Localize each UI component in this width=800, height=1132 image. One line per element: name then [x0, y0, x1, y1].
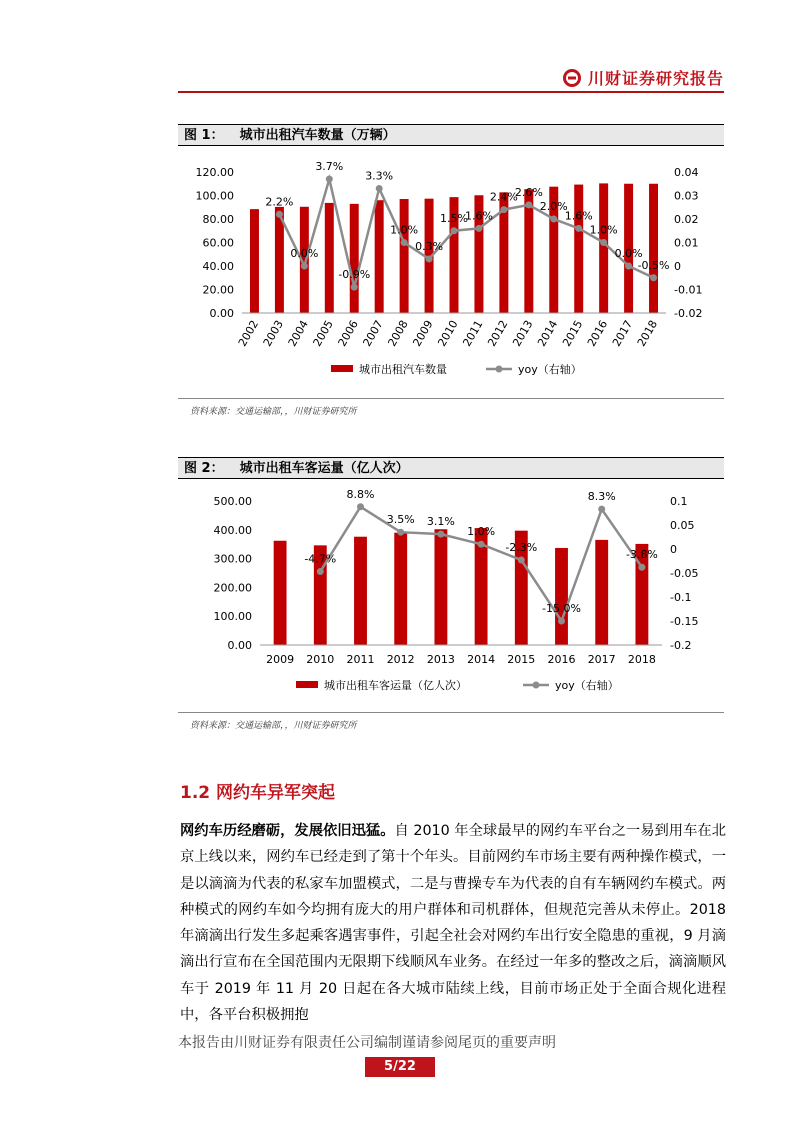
bar: [400, 199, 409, 313]
figure-2-title: 城市出租车客运量（亿人次）: [239, 461, 409, 476]
yoy-data-label: -3.8%: [625, 548, 658, 562]
x-tick-label: 2018: [634, 318, 661, 349]
figure-1-title: 城市出租汽车数量（万辆）: [239, 128, 396, 143]
yoy-point: [301, 263, 308, 270]
figure-1-source-divider: [178, 398, 724, 399]
legend-bar-swatch: [296, 681, 318, 688]
y-tick-label: 100.00: [195, 189, 234, 203]
legend-bar-label: 城市出租车客运量（亿人次）: [324, 679, 467, 692]
y-tick-label: 20.00: [202, 283, 234, 297]
bar: [375, 200, 384, 313]
yoy-point: [426, 255, 433, 262]
legend-line-marker: [533, 682, 540, 689]
y-tick-label: 0.00: [209, 307, 234, 320]
bar: [574, 185, 583, 313]
bar: [595, 540, 608, 645]
yoy-point: [638, 564, 645, 571]
yoy-data-label: 0.0%: [290, 247, 319, 260]
y-tick-label: 400.00: [213, 523, 252, 537]
figure-2-title-bar: [178, 457, 724, 479]
yoy-point: [600, 239, 607, 246]
yoy-data-label: -0.5%: [637, 258, 670, 272]
y2-tick-label: 0.03: [674, 189, 699, 203]
x-tick-label: 2009: [266, 653, 295, 666]
yoy-data-label: 3.5%: [386, 513, 415, 527]
x-tick-label: 2005: [310, 318, 336, 349]
figure-1-title-bar: [178, 124, 724, 146]
yoy-data-label: 2.6%: [514, 185, 543, 199]
figure-2-chart: [178, 484, 724, 704]
yoy-point: [451, 227, 458, 234]
header-divider: [178, 91, 724, 93]
x-tick-label: 2016: [547, 653, 576, 666]
x-tick-label: 2010: [435, 318, 461, 349]
legend-line-marker: [496, 366, 503, 373]
x-tick-label: 2007: [360, 318, 386, 349]
figure-2-source: 资料来源：交通运输部，，川财证券研究所: [190, 721, 357, 731]
figure-2-label: 图 2：: [184, 461, 224, 476]
yoy-point: [518, 557, 525, 564]
bar: [599, 183, 608, 313]
bar: [250, 209, 259, 313]
yoy-point: [478, 541, 485, 548]
yoy-data-label: 1.6%: [564, 209, 593, 223]
yoy-data-label: 1.5%: [440, 211, 468, 225]
x-tick-label: 2018: [627, 653, 656, 666]
yoy-point: [276, 211, 283, 218]
x-tick-label: 2011: [460, 318, 486, 349]
y2-tick-label: -0.2: [670, 639, 692, 652]
yoy-data-label: -0.9%: [338, 268, 371, 282]
x-tick-label: 2014: [535, 318, 561, 349]
y-tick-label: 40.00: [202, 260, 234, 273]
yoy-point: [558, 618, 565, 625]
y-tick-label: 60.00: [202, 236, 234, 250]
bar: [394, 533, 407, 645]
x-tick-label: 2002: [235, 318, 262, 349]
yoy-point: [625, 263, 632, 270]
yoy-point: [500, 206, 507, 213]
yoy-data-label: 8.3%: [587, 490, 616, 504]
yoy-data-label: 3.1%: [426, 515, 455, 529]
x-tick-label: 2012: [386, 653, 415, 666]
yoy-data-label: 8.8%: [346, 487, 375, 501]
yoy-point: [437, 531, 444, 538]
y2-tick-label: 0.01: [674, 236, 699, 250]
y2-tick-label: -0.05: [670, 567, 699, 580]
x-tick-label: 2017: [587, 653, 616, 666]
y2-tick-label: 0: [674, 260, 681, 273]
yoy-point: [401, 239, 408, 246]
bar: [350, 204, 359, 313]
yoy-point: [575, 225, 582, 232]
yoy-point: [550, 216, 557, 223]
yoy-data-label: 3.7%: [315, 160, 344, 174]
figure-1-label: 图 1：: [184, 128, 224, 143]
x-tick-label: 2017: [609, 318, 636, 349]
bar: [354, 537, 367, 645]
yoy-point: [397, 529, 404, 536]
y-tick-label: 200.00: [213, 581, 252, 595]
legend-line-label: yoy（右轴）: [518, 363, 582, 376]
x-tick-label: 2013: [426, 653, 455, 666]
yoy-point: [525, 201, 532, 208]
x-tick-label: 2006: [335, 318, 361, 349]
y2-tick-label: -0.01: [674, 283, 703, 297]
y2-tick-label: 0.04: [674, 166, 699, 179]
y2-tick-label: 0.05: [670, 519, 695, 532]
y2-tick-label: 0.1: [670, 495, 688, 508]
legend-bar-swatch: [331, 365, 353, 372]
x-tick-label: 2012: [485, 318, 511, 349]
header-brand: [562, 66, 724, 89]
yoy-data-label: 2.0%: [539, 200, 568, 213]
brand-name: 川财证券研究报告: [587, 69, 724, 88]
yoy-point: [326, 176, 333, 183]
yoy-point: [376, 185, 383, 192]
yoy-data-label: 1.0%: [390, 223, 419, 237]
x-tick-label: 2009: [410, 318, 436, 349]
y2-tick-label: -0.02: [674, 307, 703, 320]
yoy-data-label: -2.3%: [505, 541, 538, 555]
y2-tick-label: 0: [670, 543, 677, 556]
section-lead: 网约车历经磨砺，发展依旧迅猛。: [180, 823, 395, 839]
x-tick-label: 2015: [560, 318, 586, 349]
x-tick-label: 2013: [510, 318, 536, 349]
y2-tick-label: -0.15: [670, 615, 699, 628]
x-tick-label: 2015: [507, 653, 536, 666]
legend-bar-label: 城市出租汽车数量: [359, 363, 447, 376]
figure-1-source: 资料来源：交通运输部，，川财证券研究所: [190, 407, 357, 417]
section-body: [180, 818, 726, 1028]
yoy-data-label: 0.0%: [614, 247, 643, 260]
yoy-data-label: -15.0%: [542, 602, 581, 615]
bar: [434, 529, 447, 645]
bar: [274, 541, 287, 645]
section-title: 1.2 网约车异军突起: [180, 783, 336, 803]
footer-disclaimer: 本报告由川财证券有限责任公司编制谨请参阅尾页的重要声明: [178, 1035, 556, 1051]
page-number: 5/22: [365, 1057, 435, 1077]
y-tick-label: 300.00: [213, 552, 252, 566]
yoy-data-label: 1.6%: [464, 209, 493, 223]
yoy-data-label: 1.0%: [589, 223, 618, 237]
bar: [325, 203, 334, 313]
yoy-data-label: 2.2%: [265, 195, 294, 209]
y-tick-label: 500.00: [213, 495, 252, 508]
yoy-data-label: 3.3%: [365, 169, 394, 183]
section-paragraph: 自 2010 年全球最早的网约车平台之一易到用车在北京上线以来，网约车已经走到了第十个年头。目前网约车市场主要有两种操作模式，一是以滴滴为代表的私家车加盟模式，二是与曹操专车为代表的自有车辆网约车模式。两种模式的网约车如今均拥有庞大的用户群体和司机群体，但规范完善从未停止。2018 年滴滴出行发生多起乘客遇害事件，引起全社会对网约车出行安全隐患的重视，9 月滴滴出行宣布在全国范围内无限期下线顺风车业务。在经过一年多的整改之后，滴滴顺风车于 2019 年 11 月 20 日起在各大城市陆续上线，目前市场正处于全面合规化进程中，各平台积极拥抱: [180, 823, 726, 1024]
bar: [555, 548, 568, 645]
yoy-point: [598, 506, 605, 513]
x-tick-label: 2003: [260, 318, 287, 349]
figure-2-source-divider: [178, 712, 724, 713]
x-tick-label: 2016: [584, 318, 611, 349]
y-tick-label: 80.00: [202, 213, 234, 226]
x-tick-label: 2011: [346, 653, 375, 666]
x-tick-label: 2004: [285, 318, 311, 349]
x-tick-label: 2008: [385, 318, 411, 349]
yoy-point: [317, 568, 324, 575]
y-tick-label: 100.00: [213, 610, 252, 624]
legend-line-label: yoy（右轴）: [555, 679, 619, 692]
y-tick-label: 0.00: [227, 639, 252, 652]
yoy-data-label: 1.0%: [467, 525, 496, 539]
yoy-data-label: -4.7%: [304, 552, 337, 566]
yoy-point: [351, 284, 358, 291]
x-tick-label: 2014: [467, 653, 496, 666]
bar: [649, 184, 658, 313]
y2-tick-label: -0.1: [670, 591, 692, 604]
figure-1-chart: [178, 150, 724, 385]
x-tick-label: 2010: [306, 653, 335, 666]
yoy-data-label: 2.4%: [489, 190, 518, 204]
yoy-point: [357, 503, 364, 510]
y2-tick-label: 0.02: [674, 213, 699, 226]
yoy-data-label: 0.3%: [415, 239, 444, 253]
yoy-point: [650, 274, 657, 281]
y-tick-label: 120.00: [195, 166, 234, 179]
company-logo-icon: [562, 68, 582, 88]
yoy-point: [475, 225, 482, 232]
